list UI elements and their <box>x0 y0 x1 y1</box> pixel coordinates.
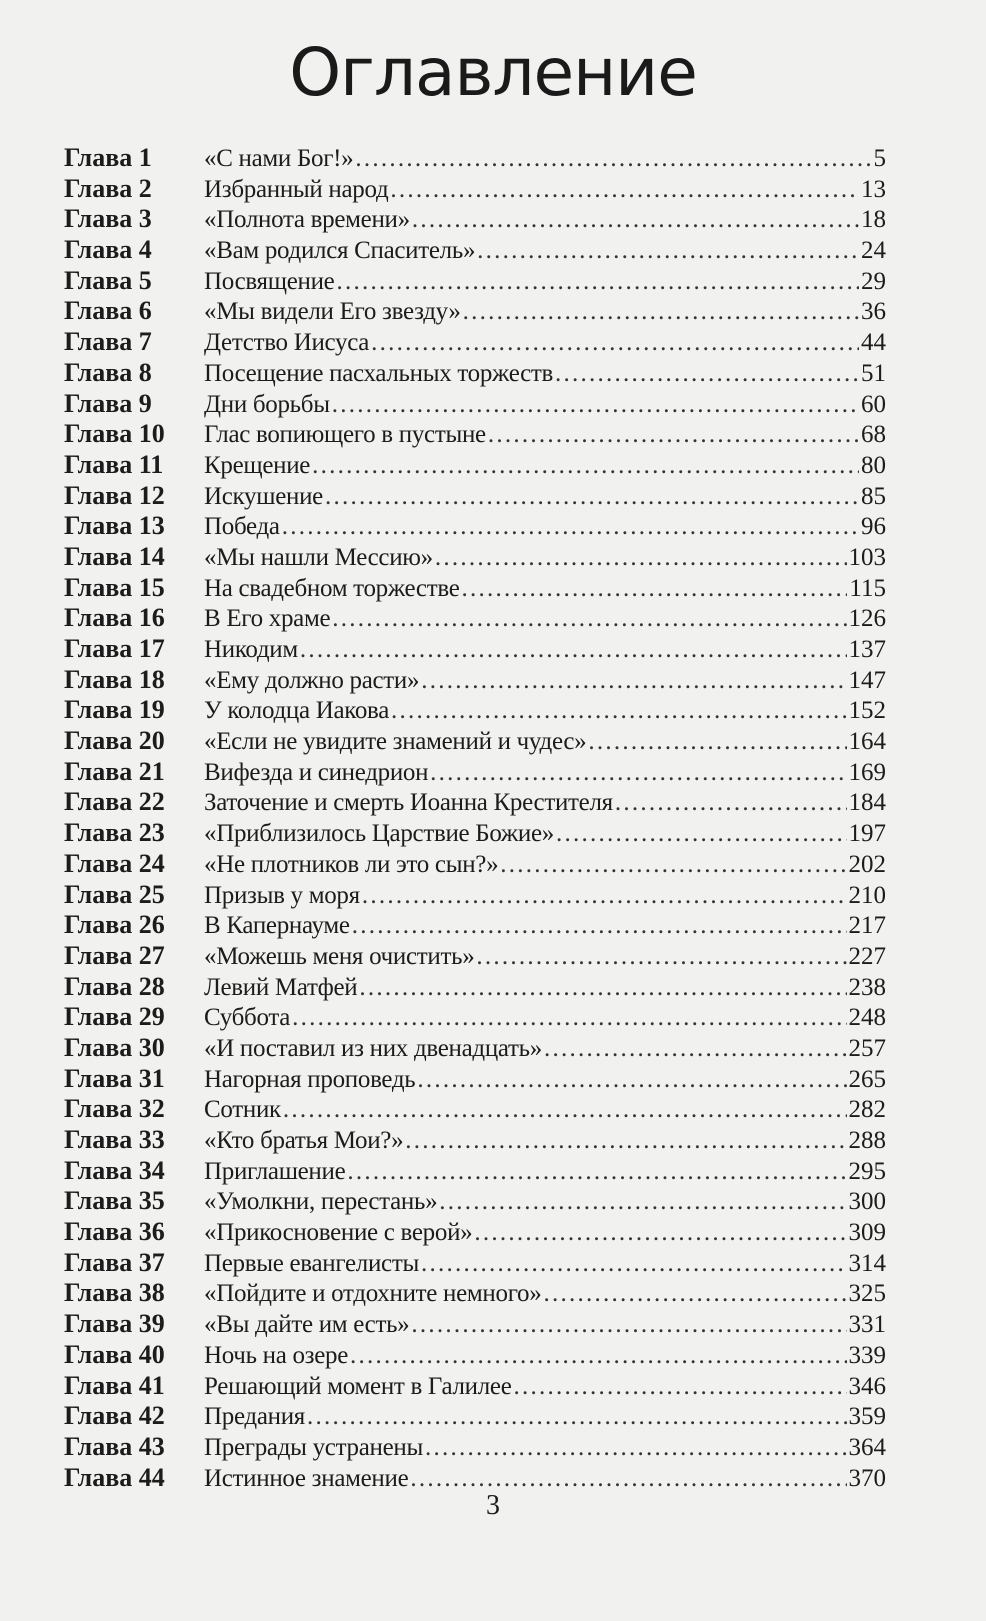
chapter-title: «Можешь меня очистить» <box>204 942 475 970</box>
toc-entry <box>64 1278 886 1309</box>
dot-leader <box>544 1034 847 1065</box>
dot-leader <box>411 1310 846 1341</box>
chapter-page: 248 <box>848 1004 886 1032</box>
chapter-page: 24 <box>861 237 886 265</box>
dot-leader <box>555 359 859 390</box>
chapter-label: Глава 6 <box>64 296 152 326</box>
toc-entry <box>64 665 886 696</box>
chapter-label: Глава 22 <box>64 787 165 817</box>
chapter-label: Глава 4 <box>64 235 152 265</box>
chapter-label: Глава 40 <box>64 1339 165 1369</box>
chapter-page: 265 <box>848 1065 886 1093</box>
dot-leader <box>325 482 859 513</box>
toc-entry <box>64 174 886 205</box>
chapter-title: В Капернауме <box>204 912 350 940</box>
table-of-contents <box>64 143 886 1493</box>
chapter-page: 184 <box>848 789 886 817</box>
dot-leader <box>300 635 847 666</box>
toc-entry <box>64 757 886 788</box>
chapter-title: «Мы нашли Мессию» <box>204 543 433 571</box>
chapter-title: На свадебном торжестве <box>204 574 460 602</box>
dot-leader <box>359 973 846 1004</box>
dot-leader <box>312 451 859 482</box>
chapter-title: Победа <box>204 513 280 541</box>
chapter-label: Глава 28 <box>64 971 165 1001</box>
chapter-label: Глава 37 <box>64 1247 165 1277</box>
chapter-label: Глава 31 <box>64 1063 165 1093</box>
toc-entry <box>64 941 886 972</box>
chapter-page: 115 <box>849 574 886 602</box>
chapter-page: 202 <box>848 850 886 878</box>
toc-entry <box>64 450 886 481</box>
chapter-title: Никодим <box>204 636 298 663</box>
chapter-page: 126 <box>848 605 886 633</box>
toc-entry <box>64 849 886 880</box>
chapter-title: «Умолкни, перестань» <box>204 1188 438 1216</box>
dot-leader <box>405 1126 846 1157</box>
toc-entry <box>64 1064 886 1095</box>
chapter-title: Решающий момент в Галилее <box>204 1372 512 1400</box>
chapter-page: 147 <box>848 666 886 694</box>
chapter-title: Посвящение <box>204 267 335 295</box>
toc-entry <box>64 419 886 450</box>
dot-leader <box>350 1341 846 1372</box>
toc-entry <box>64 1217 886 1248</box>
chapter-page: 210 <box>848 881 886 909</box>
chapter-label: Глава 21 <box>64 756 165 786</box>
toc-entry <box>64 511 886 542</box>
chapter-title: Истинное знамение <box>204 1464 409 1492</box>
chapter-label: Глава 39 <box>64 1309 165 1339</box>
chapter-page: 282 <box>848 1096 886 1124</box>
toc-entry <box>64 880 886 911</box>
chapter-label: Глава 20 <box>64 726 165 756</box>
chapter-label: Глава 10 <box>64 419 165 449</box>
dot-leader <box>307 1402 847 1433</box>
toc-entry <box>64 1463 886 1494</box>
toc-entry <box>64 204 886 235</box>
chapter-page: 137 <box>848 636 886 663</box>
chapter-label: Глава 7 <box>64 327 152 357</box>
chapter-title: «Мы видели Его звезду» <box>204 298 461 326</box>
chapter-label: Глава 38 <box>64 1278 165 1308</box>
chapter-label: Глава 26 <box>64 910 165 940</box>
chapter-label: Глава 25 <box>64 879 165 909</box>
chapter-title: Искушение <box>204 482 323 510</box>
page-title: Оглавление <box>289 34 697 111</box>
chapter-page: 257 <box>848 1034 886 1062</box>
dot-leader <box>476 942 846 973</box>
chapter-page: 217 <box>848 912 886 940</box>
chapter-title: «Кто братья Мои?» <box>204 1127 404 1154</box>
dot-leader <box>474 1218 846 1249</box>
toc-entry <box>64 1094 886 1125</box>
dot-leader <box>488 420 859 451</box>
chapter-page: 36 <box>861 298 886 326</box>
dot-leader <box>421 666 846 697</box>
dot-leader <box>588 727 846 758</box>
dot-leader <box>514 1372 847 1403</box>
toc-entry <box>64 1002 886 1033</box>
chapter-page: 152 <box>848 697 886 725</box>
toc-entry <box>64 358 886 389</box>
chapter-page: 314 <box>848 1249 886 1277</box>
chapter-label: Глава 3 <box>64 204 152 234</box>
dot-leader <box>421 1249 847 1280</box>
chapter-page: 13 <box>861 175 886 203</box>
chapter-page: 325 <box>848 1280 886 1308</box>
toc-entry <box>64 603 886 634</box>
chapter-page: 51 <box>861 359 886 387</box>
toc-entry <box>64 389 886 420</box>
chapter-title: Призыв у моря <box>204 881 360 909</box>
chapter-label: Глава 8 <box>64 357 152 387</box>
dot-leader <box>417 1065 846 1096</box>
chapter-page: 309 <box>848 1219 886 1247</box>
toc-entry <box>64 481 886 512</box>
dot-leader <box>332 390 859 421</box>
chapter-title: «Приблизилось Царствие Божие» <box>204 820 554 848</box>
chapter-label: Глава 30 <box>64 1032 165 1062</box>
chapter-label: Глава 19 <box>64 695 165 725</box>
chapter-label: Глава 9 <box>64 388 152 418</box>
chapter-title: «С нами Бог!» <box>204 145 354 172</box>
chapter-page: 60 <box>861 390 886 418</box>
toc-entry <box>64 296 886 327</box>
chapter-title: «Ему должно расти» <box>204 666 420 694</box>
chapter-page: 359 <box>848 1403 886 1431</box>
toc-entry <box>64 1033 886 1064</box>
chapter-title: «Вам родился Спаситель» <box>204 237 476 265</box>
dot-leader <box>462 574 848 605</box>
chapter-page: 346 <box>848 1372 886 1400</box>
toc-entry <box>64 143 886 174</box>
chapter-title: Дни борьбы <box>204 390 330 418</box>
toc-entry <box>64 1248 886 1279</box>
chapter-title: Левий Матфей <box>204 973 358 1001</box>
chapter-label: Глава 42 <box>64 1401 165 1431</box>
chapter-label: Глава 14 <box>64 541 165 571</box>
chapter-page: 169 <box>848 758 886 786</box>
chapter-title: Предания <box>204 1403 305 1431</box>
dot-leader <box>463 297 859 328</box>
chapter-label: Глава 29 <box>64 1002 165 1032</box>
chapter-title: У колодца Иакова <box>204 697 389 725</box>
toc-entry <box>64 573 886 604</box>
chapter-page: 295 <box>848 1157 886 1185</box>
toc-entry <box>64 818 886 849</box>
chapter-page: 227 <box>848 942 886 970</box>
chapter-label: Глава 44 <box>64 1462 165 1492</box>
chapter-title: Приглашение <box>204 1157 346 1185</box>
chapter-label: Глава 23 <box>64 818 165 848</box>
chapter-title: «Пойдите и отдохните немного» <box>204 1280 542 1308</box>
toc-entry <box>64 972 886 1003</box>
dot-leader <box>430 758 846 789</box>
chapter-page: 18 <box>861 206 886 234</box>
toc-entry <box>64 1340 886 1371</box>
toc-entry <box>64 634 886 665</box>
dot-leader <box>543 1279 846 1310</box>
toc-entry <box>64 910 886 941</box>
chapter-page: 300 <box>848 1188 886 1216</box>
dot-leader <box>425 1433 847 1464</box>
dot-leader <box>283 1095 847 1126</box>
dot-leader <box>362 881 847 912</box>
chapter-title: Суббота <box>204 1004 291 1032</box>
toc-entry <box>64 235 886 266</box>
chapter-label: Глава 5 <box>64 265 152 295</box>
chapter-title: Глас вопиющего в пустыне <box>204 421 486 449</box>
dot-leader <box>355 144 871 175</box>
toc-entry <box>64 1156 886 1187</box>
dot-leader <box>615 788 847 819</box>
chapter-label: Глава 12 <box>64 480 165 510</box>
dot-leader <box>332 604 846 635</box>
dot-leader <box>282 512 859 543</box>
chapter-page: 331 <box>848 1311 886 1339</box>
chapter-label: Глава 11 <box>64 449 164 479</box>
chapter-label: Глава 35 <box>64 1186 165 1216</box>
chapter-page: 44 <box>861 329 886 357</box>
page-number: 3 <box>486 1490 500 1521</box>
chapter-label: Глава 15 <box>64 572 165 602</box>
chapter-label: Глава 13 <box>64 511 165 541</box>
dot-leader <box>556 819 847 850</box>
toc-entry <box>64 266 886 297</box>
toc-entry <box>64 695 886 726</box>
toc-entry <box>64 1309 886 1340</box>
chapter-title: Нагорная проповедь <box>204 1065 416 1093</box>
chapter-page: 68 <box>861 421 886 449</box>
chapter-title: Избранный народ <box>204 175 389 203</box>
chapter-page: 96 <box>861 513 886 541</box>
chapter-page: 80 <box>861 451 886 479</box>
chapter-page: 164 <box>848 728 886 756</box>
chapter-title: «Если не увидите знамений и чудес» <box>204 728 587 756</box>
chapter-title: Крещение <box>204 451 311 479</box>
toc-entry <box>64 542 886 573</box>
chapter-title: «Прикосновение с верой» <box>204 1219 473 1247</box>
chapter-label: Глава 1 <box>64 143 152 172</box>
dot-leader <box>391 696 847 727</box>
dot-leader <box>435 543 847 574</box>
chapter-page: 339 <box>848 1341 886 1369</box>
toc-entry <box>64 1371 886 1402</box>
chapter-label: Глава 33 <box>64 1125 165 1154</box>
toc-entry <box>64 787 886 818</box>
chapter-label: Глава 32 <box>64 1094 165 1124</box>
toc-entry <box>64 726 886 757</box>
chapter-title: Посещение пасхальных торжеств <box>204 359 554 387</box>
chapter-page: 370 <box>848 1464 886 1492</box>
dot-leader <box>412 205 859 236</box>
chapter-label: Глава 43 <box>64 1431 165 1461</box>
dot-leader <box>477 236 859 267</box>
toc-entry <box>64 327 886 358</box>
chapter-title: В Его храме <box>204 605 331 633</box>
chapter-label: Глава 17 <box>64 634 165 663</box>
chapter-page: 85 <box>861 482 886 510</box>
toc-entry <box>64 1125 886 1156</box>
chapter-page: 238 <box>848 973 886 1001</box>
dot-leader <box>371 328 859 359</box>
chapter-page: 103 <box>848 543 886 571</box>
dot-leader <box>500 850 846 881</box>
dot-leader <box>352 911 847 942</box>
chapter-label: Глава 2 <box>64 173 152 203</box>
toc-entry <box>64 1186 886 1217</box>
chapter-label: Глава 24 <box>64 848 165 878</box>
chapter-label: Глава 16 <box>64 603 165 633</box>
dot-leader <box>336 267 859 298</box>
chapter-title: Первые евангелисты <box>204 1249 419 1277</box>
chapter-title: «И поставил из них двенадцать» <box>204 1034 542 1062</box>
toc-entry <box>64 1401 886 1432</box>
chapter-label: Глава 41 <box>64 1370 165 1400</box>
chapter-title: Заточение и смерть Иоанна Крестителя <box>204 789 613 817</box>
chapter-label: Глава 34 <box>64 1155 165 1185</box>
chapter-page: 197 <box>848 820 886 848</box>
chapter-title: Ночь на озере <box>204 1341 349 1369</box>
chapter-label: Глава 36 <box>64 1217 165 1247</box>
toc-entry <box>64 1432 886 1463</box>
chapter-title: Сотник <box>204 1096 281 1124</box>
chapter-title: Детство Иисуса <box>204 329 370 357</box>
chapter-label: Глава 27 <box>64 940 165 970</box>
chapter-page: 5 <box>873 145 886 172</box>
chapter-title: Вифезда и синедрион <box>204 758 429 786</box>
chapter-title: «Вы дайте им есть» <box>204 1311 410 1339</box>
chapter-title: «Не плотников ли это сын?» <box>204 850 499 878</box>
dot-leader <box>292 1003 846 1034</box>
chapter-page: 364 <box>848 1433 886 1461</box>
chapter-label: Глава 18 <box>64 664 165 694</box>
chapter-title: «Полнота времени» <box>204 206 410 234</box>
chapter-title: Преграды устранены <box>204 1433 423 1461</box>
dot-leader <box>390 175 859 206</box>
chapter-page: 29 <box>861 267 886 295</box>
dot-leader <box>439 1187 846 1218</box>
dot-leader <box>347 1157 846 1188</box>
chapter-page: 288 <box>848 1127 886 1154</box>
